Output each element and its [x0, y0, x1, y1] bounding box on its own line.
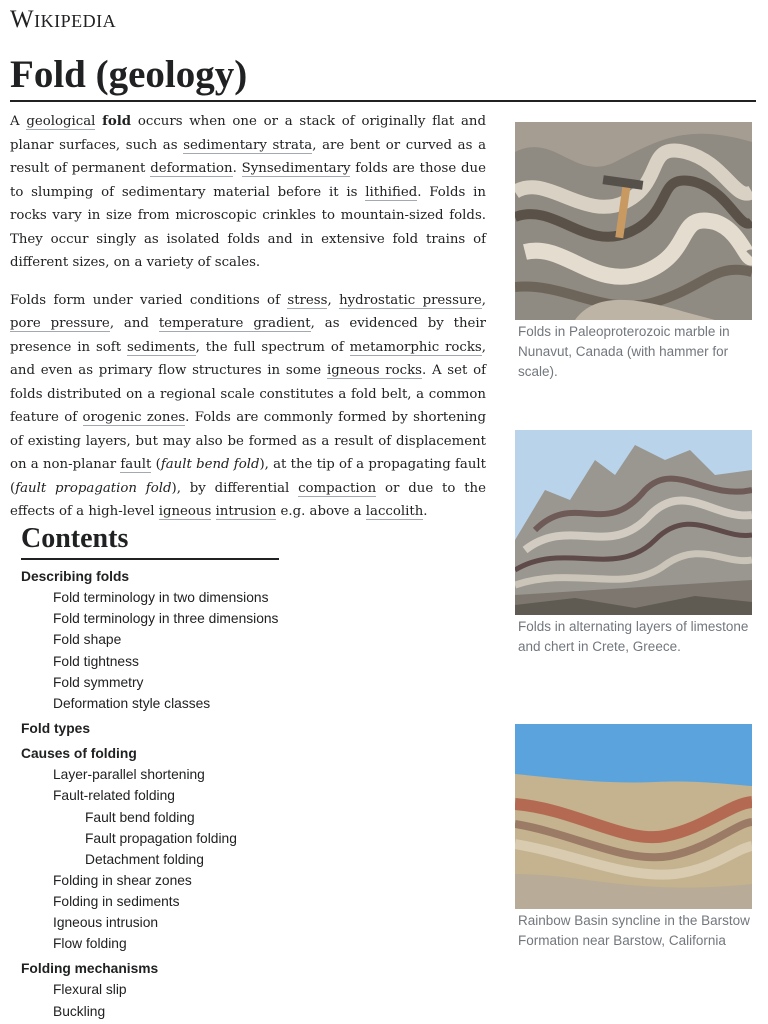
article-link[interactable]: stress: [287, 292, 328, 308]
article-link[interactable]: sediments: [126, 339, 196, 355]
wikipedia-logo[interactable]: Wikipedia: [10, 6, 117, 33]
article-link[interactable]: lithified: [365, 184, 418, 200]
text-run: .: [423, 504, 428, 519]
toc-item-flow-folding[interactable]: Flow folding: [53, 936, 127, 952]
intro-paragraph-1: [10, 110, 486, 275]
text-run: e.g. above a: [276, 504, 366, 519]
text-run: folds are those due to slumping of sedimentary material before it is: [10, 161, 486, 200]
marble-fold-image[interactable]: [515, 122, 752, 320]
text-run: . Folds are commonly formed by shortening of existing layers, but may also be formed as a result of displacement on a non-planar: [10, 410, 486, 472]
text-run: ), at the tip of a propagating fault (: [10, 457, 486, 496]
figure-caption-2: Folds in alternating layers of limestone and chert in Crete, Greece.: [518, 619, 749, 654]
toc-item-fold-shape[interactable]: Fold shape: [53, 632, 122, 648]
toc-item-fold-types[interactable]: Fold types: [21, 721, 90, 737]
toc-item-deformation-style-classes[interactable]: Deformation style classes: [53, 696, 211, 712]
toc-item-causes-of-folding[interactable]: Causes of folding: [21, 746, 137, 762]
text-run: ), by differential: [171, 480, 299, 496]
text-run: ,: [481, 292, 486, 308]
text-run: , and even as primary flow structures in some: [10, 339, 486, 378]
text-run: , and: [109, 316, 159, 331]
figure-rainbow-basin: [515, 724, 752, 951]
title-divider: [10, 100, 756, 102]
toc-item-fold-terminology-in-two-dimensions[interactable]: Fold terminology in two dimensions: [53, 590, 269, 605]
text-run: (: [151, 457, 161, 472]
toc-item-fault-bend-folding[interactable]: Fault bend folding: [85, 809, 195, 825]
text-run: or due to the effects of a high-level: [10, 480, 486, 519]
article-link[interactable]: laccolith: [365, 504, 424, 519]
toc-item-fold-symmetry[interactable]: Fold symmetry: [53, 674, 144, 690]
text-run: [211, 504, 215, 519]
article-link[interactable]: metamorphic rocks: [349, 339, 482, 355]
toc-item-fold-tightness[interactable]: Fold tightness: [53, 653, 139, 669]
toc-item-fault-related-folding[interactable]: Fault-related folding: [53, 788, 175, 804]
toc-item-fault-propagation-folding[interactable]: Fault propagation folding: [85, 830, 237, 846]
bold-term: fold: [102, 114, 132, 129]
toc-item-folding-in-sediments[interactable]: Folding in sediments: [53, 893, 180, 909]
text-run: , the full spectrum of: [195, 339, 350, 355]
article-link[interactable]: deformation: [150, 161, 233, 176]
figure-caption-3: Rainbow Basin syncline in the Barstow Formation near Barstow, California: [518, 913, 750, 948]
toc-item-buckling[interactable]: Buckling: [53, 1003, 106, 1019]
text-run: Folds form under varied conditions of: [10, 292, 288, 308]
toc-title: Contents: [21, 523, 129, 554]
article-link[interactable]: compaction: [298, 480, 377, 496]
toc-item-fold-terminology-in-three-dimensions[interactable]: Fold terminology in three dimensions: [53, 611, 279, 627]
text-run: . Folds in rocks vary in size from microscopic crinkles to mountain-sized folds. They occur singly as isolated folds and in extensive fold trains of different sizes, on a variety of scales.: [10, 184, 486, 270]
italic-term: fault propagation fold: [15, 480, 172, 496]
article-link[interactable]: pore pressure: [10, 316, 110, 331]
toc-item-describing-folds[interactable]: Describing folds: [21, 569, 130, 584]
toc-item-folding-mechanisms[interactable]: Folding mechanisms: [21, 961, 159, 977]
crete-fold-image[interactable]: [515, 430, 752, 615]
toc-item-detachment-folding[interactable]: Detachment folding: [85, 851, 204, 867]
text-run: ,: [327, 292, 340, 308]
text-run: , are bent or curved as a result of permanent: [10, 137, 486, 176]
text-run: A: [10, 114, 27, 129]
figure-caption-1: Folds in Paleoproterozoic marble in Nunavut, Canada (with hammer for scale).: [518, 324, 730, 379]
article-link[interactable]: fault: [120, 457, 152, 472]
article-link[interactable]: sedimentary strata: [183, 137, 313, 153]
text-run: .: [232, 161, 242, 176]
article-link[interactable]: intrusion: [215, 504, 277, 519]
rainbow-basin-image[interactable]: [515, 724, 752, 909]
text-run: occurs when one or a stack of originally flat and planar surfaces, such as: [10, 114, 486, 153]
text-run: . A set of folds distributed on a regional scale constitutes a fold belt, a common feature of: [10, 363, 486, 425]
toc-item-folding-in-shear-zones[interactable]: Folding in shear zones: [53, 872, 192, 888]
article-link[interactable]: temperature gradient: [158, 316, 311, 331]
figure-marble-folds: [515, 122, 752, 382]
toc-divider: [21, 558, 279, 560]
article-link[interactable]: igneous: [158, 504, 212, 519]
italic-term: fault bend fold: [160, 457, 260, 472]
page-title: Fold (geology): [10, 53, 248, 96]
article-link[interactable]: hydrostatic pressure: [339, 292, 482, 308]
toc-item-flexural-slip[interactable]: Flexural slip: [53, 982, 127, 998]
text-run: , as evidenced by their presence in soft: [10, 316, 486, 355]
table-of-contents: [21, 566, 278, 1022]
intro-paragraph-2: [10, 289, 486, 524]
article-link[interactable]: Synsedimentary: [241, 161, 351, 176]
article-link[interactable]: geological: [26, 114, 96, 129]
article-link[interactable]: orogenic zones: [82, 410, 186, 425]
figure-crete-folds: [515, 430, 752, 657]
toc-item-igneous-intrusion[interactable]: Igneous intrusion: [53, 915, 159, 931]
toc-item-layer-parallel-shortening[interactable]: Layer-parallel shortening: [53, 767, 205, 783]
article-body: [10, 110, 486, 538]
article-link[interactable]: igneous rocks: [326, 363, 422, 378]
